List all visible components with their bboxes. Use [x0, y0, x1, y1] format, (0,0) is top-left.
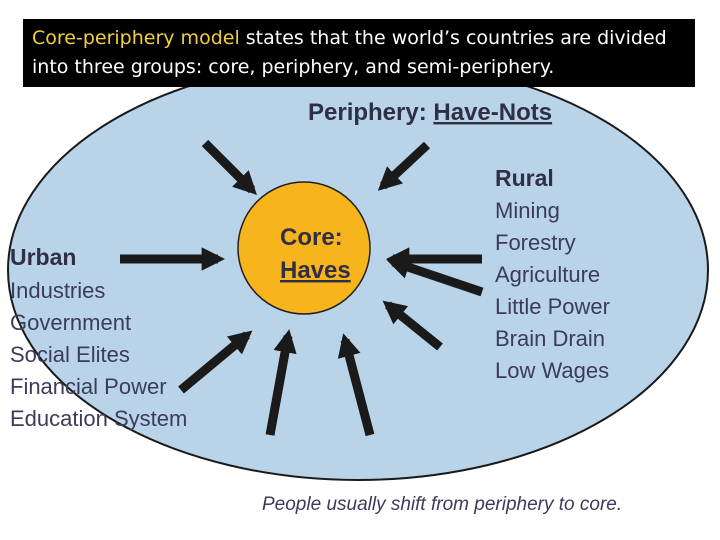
- rural-item: Little Power: [495, 294, 610, 319]
- banner-rest: states that the world’s countries are divided into three groups: core, periphery, and semi-periphery.: [32, 27, 667, 78]
- urban-item: Education System: [10, 406, 188, 431]
- banner-text: [23, 19, 695, 87]
- urban-heading: Urban: [10, 244, 77, 270]
- caption: People usually shift from periphery to core.: [262, 494, 623, 515]
- rural-item: Brain Drain: [495, 326, 606, 351]
- urban-item: Social Elites: [10, 342, 130, 367]
- periphery-title: [308, 99, 552, 126]
- rural-heading: Rural: [495, 165, 554, 191]
- rural-item: Mining: [495, 198, 560, 223]
- core-subtitle: Haves: [280, 257, 351, 284]
- periphery-have-nots: Have-Nots: [433, 99, 553, 126]
- rural-item: Low Wages: [495, 358, 610, 383]
- urban-item: Financial Power: [10, 374, 167, 399]
- rural-item: Forestry: [495, 230, 576, 255]
- urban-item: Government: [10, 310, 132, 335]
- periphery-prefix: Periphery:: [308, 99, 434, 126]
- rural-item: Agriculture: [495, 262, 601, 287]
- urban-item: Industries: [10, 278, 106, 303]
- banner-highlight: Core-periphery model: [32, 27, 240, 49]
- core-title: Core:: [280, 224, 343, 251]
- title-banner: [23, 19, 695, 87]
